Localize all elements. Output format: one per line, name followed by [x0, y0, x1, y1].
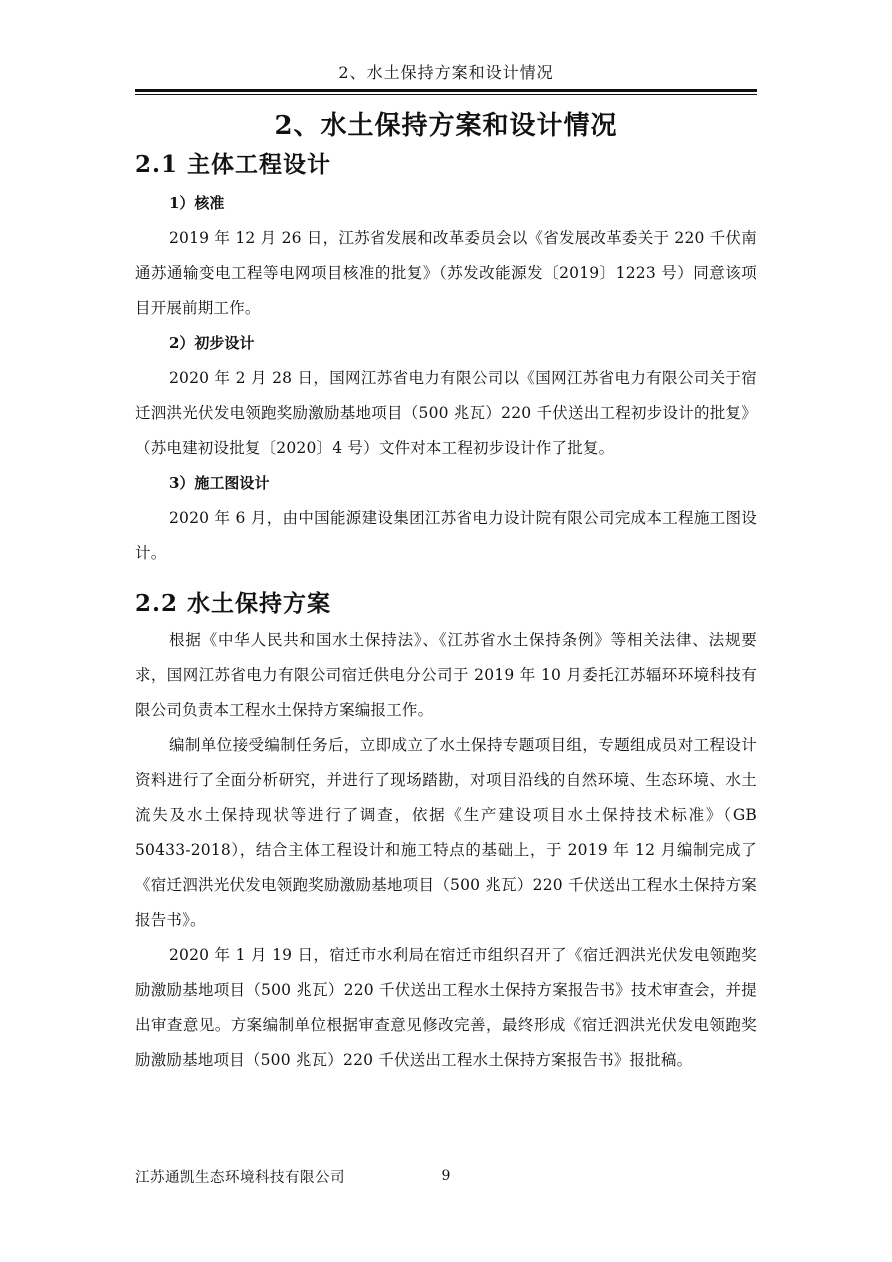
- page-body: [135, 106, 757, 1078]
- subheading-approval: 1）核准: [169, 194, 225, 212]
- paragraph-preliminary-design: 2020 年 2 月 28 日，国网江苏省电力有限公司以《国网江苏省电力有限公司关于宿迁泗洪光伏发电领跑奖励激励基地项目（500 兆瓦）220 千伏送出工程初步设计的批复》（苏电建初设批复〔2020〕4 号）文件对本工程初步设计作了批复。: [135, 369, 757, 457]
- paragraph-approval: 2019 年 12 月 26 日，江苏省发展和改革委员会以《省发展改革委关于 220 千伏南通苏通输变电工程等电网项目核准的批复》（苏发改能源发〔2019〕1223 号）同意该项目开展前期工作。: [135, 229, 757, 317]
- running-header: 2、水土保持方案和设计情况: [338, 63, 554, 82]
- paragraph-compilation: 编制单位接受编制任务后，立即成立了水土保持专题项目组，专题组成员对工程设计资料进行了全面分析研究，并进行了现场踏勘，对项目沿线的自然环境、生态环境、水土流失及水土保持现状等进行了调查，依据《生产建设项目水土保持技术标准》（GB 50433-2018），结合主体工程设计和施工特点的基础上，于 2019 年 12 月编制完成了《宿迁泗洪光伏发电领跑奖励激励基地项目（500 兆瓦）220 千伏送出工程水土保持方案报告书》。: [135, 736, 757, 929]
- footer-company: 江苏通凯生态环境科技有限公司: [135, 1170, 345, 1186]
- paragraph-review: 2020 年 1 月 19 日，宿迁市水利局在宿迁市组织召开了《宿迁泗洪光伏发电领跑奖励激励基地项目（500 兆瓦）220 千伏送出工程水土保持方案报告书》技术审查会，并提出审查意见。方案编制单位根据审查意见修改完善，最终形成《宿迁泗洪光伏发电领跑奖励激励基地项目（500 兆瓦）220 千伏送出工程水土保持方案报告书》报批稿。: [135, 946, 757, 1069]
- chapter-title: 2、水土保持方案和设计情况: [274, 111, 618, 141]
- section-title-2-1: 2.1 主体工程设计: [135, 151, 332, 178]
- header-rule-thin: [135, 94, 757, 95]
- paragraph-legal-basis: 根据《中华人民共和国水土保持法》、《江苏省水土保持条例》等相关法律、法规要求，国网江苏省电力有限公司宿迁供电分公司于 2019 年 10 月委托江苏辐环环境科技有限公司负责本工程水土保持方案编报工作。: [135, 631, 757, 719]
- paragraph-construction-drawing: 2020 年 6 月，由中国能源建设集团江苏省电力设计院有限公司完成本工程施工图设计。: [135, 509, 757, 562]
- subheading-preliminary-design: 2）初步设计: [169, 334, 255, 352]
- subheading-construction-drawing: 3）施工图设计: [169, 474, 270, 492]
- page-number: 9: [441, 1168, 451, 1184]
- section-title-2-2: 2.2 水土保持方案: [135, 590, 332, 617]
- header-rule-thick: [135, 89, 757, 92]
